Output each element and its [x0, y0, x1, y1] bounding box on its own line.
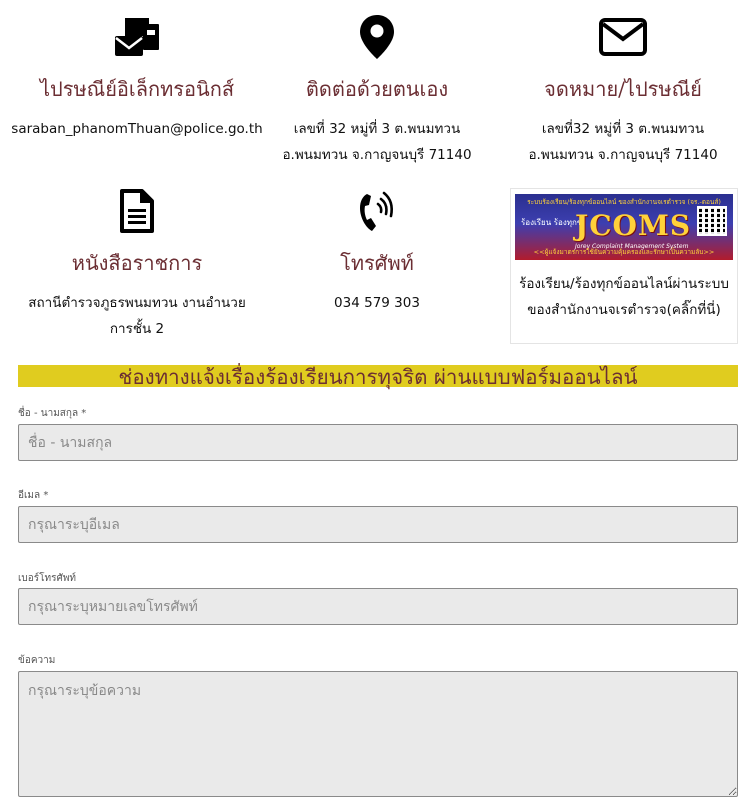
- message-textarea[interactable]: [18, 671, 738, 797]
- form-heading-text: ช่องทางแจ้งเรื่องร้องเรียนการทุจริต ผ่านแบบฟอร์มออนไลน์: [118, 365, 638, 389]
- jcoms-link-card[interactable]: [510, 188, 738, 344]
- contact-card-in-person: [262, 12, 492, 168]
- message-label: ข้อความ: [18, 655, 56, 666]
- contact-card-phone: [262, 186, 492, 316]
- jcoms-banner-image[interactable]: [515, 194, 733, 260]
- qr-code-pattern: [699, 208, 725, 234]
- jcoms-link-line-2[interactable]: ของสำนักงานจเรตำรวจ(คลิ๊กที่นี่): [527, 302, 721, 318]
- jcoms-banner-subtitle: Jorey Complaint Management System: [575, 243, 689, 250]
- name-input[interactable]: [18, 424, 738, 461]
- contact-title-email: ไปรษณีย์อิเล็กทรอนิกส์: [39, 77, 235, 101]
- email-input[interactable]: [18, 506, 738, 543]
- envelope-icon: [599, 18, 647, 56]
- contact-title-mail: จดหมาย/ไปรษณีย์: [544, 77, 702, 101]
- contact-title-in-person: ติดต่อด้วยตนเอง: [305, 77, 449, 101]
- mail-stack-icon: [113, 16, 161, 58]
- contact-title-phone: โทรศัพท์: [340, 251, 414, 275]
- mail-address-line-2: อ.พนมทวน จ.กาญจนบุรี 71140: [528, 147, 718, 163]
- jcoms-link-text[interactable]: [511, 271, 737, 323]
- contact-card-official-letter: [8, 186, 266, 342]
- email-label: อีเมล *: [18, 490, 49, 501]
- jcoms-banner-top-text: ระบบร้องเรียน/ร้องทุกข์ออนไลน์ ของสำนักงานจเรตำรวจ (จร.-ตอนส์): [527, 198, 721, 206]
- jcoms-link-line-1[interactable]: ร้องเรียน/ร้องทุกข์ออนไลน์ผ่านระบบ: [519, 276, 729, 292]
- contact-card-email: [8, 12, 266, 142]
- phone-label: เบอร์โทรศัพท์: [18, 573, 77, 584]
- jcoms-logo: JCOMS: [575, 209, 692, 242]
- contact-email-address[interactable]: saraban_phanomThuan@police.go.th: [11, 121, 263, 137]
- form-heading: [18, 365, 738, 387]
- contact-address-line-2: อ.พนมทวน จ.กาญจนบุรี 71140: [282, 147, 472, 163]
- contact-title-official-letter: หนังสือราชการ: [71, 251, 203, 275]
- contact-address-line-1: เลขที่ 32 หมู่ที่ 3 ต.พนมทวน: [293, 121, 461, 137]
- mail-address-line-1: เลขที่32 หมู่ที่ 3 ต.พนมทวน: [541, 121, 705, 137]
- name-label: ชื่อ - นามสกุล *: [18, 408, 87, 419]
- official-letter-line-1: สถานีตำรวจภูธรพนมทวน งานอำนวย: [28, 295, 246, 311]
- jcoms-banner-bottom-text: <<ผู้แจ้งมาตรการใช้ยันความคุ้มครองและรักษาเป็นความลับ>>: [533, 248, 715, 256]
- official-letter-line-2: การชั้น 2: [109, 321, 165, 337]
- jcoms-banner-left-text: ร้องเรียน ร้องทุกข์: [521, 218, 583, 227]
- contact-card-mail: [500, 12, 746, 168]
- document-icon: [119, 188, 155, 234]
- map-marker-icon: [359, 14, 395, 60]
- phone-input[interactable]: [18, 588, 738, 625]
- phone-number[interactable]: 034 579 303: [334, 295, 420, 311]
- phone-ringing-icon: [357, 188, 397, 234]
